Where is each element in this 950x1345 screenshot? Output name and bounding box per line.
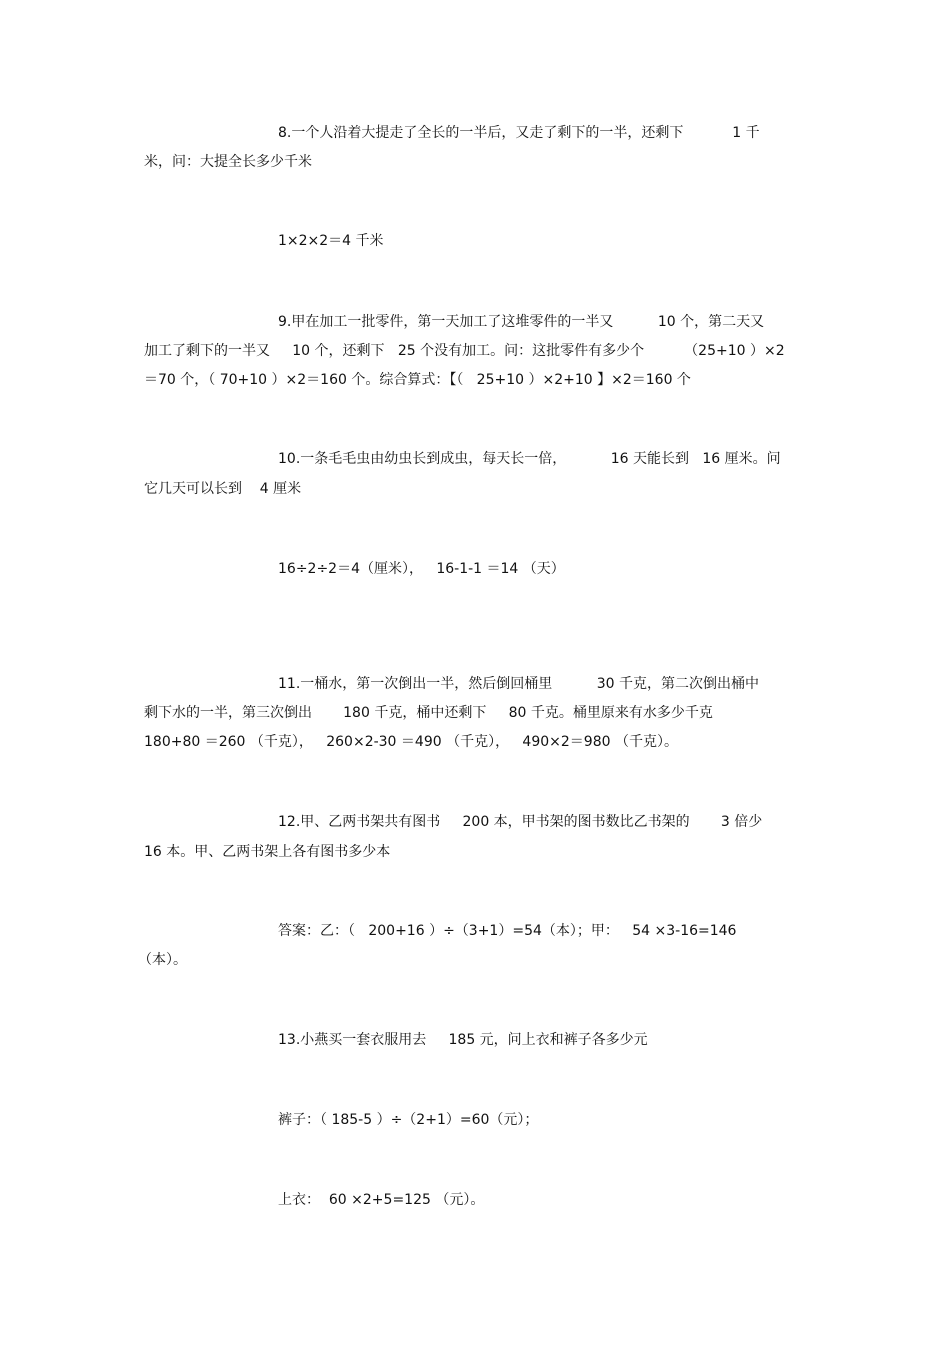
problem-8-line-2: 米，问：大提全长多少千米 — [144, 154, 312, 170]
problem-13-solution-line-1: 裤子：（ 185-5 ）÷（2+1）=60（元）； — [278, 1112, 539, 1128]
problem-11-line-1: 11.一桶水，第一次倒出一半，然后倒回桶里 30 千克，第二次倒出桶中 — [278, 676, 760, 692]
problem-12-line-2: 16 本。甲、乙两书架上各有图书多少本 — [144, 844, 391, 860]
problem-11-line-3: 180+80 ＝260 （千克）， 260×2-30 ＝490 （千克）， 490×2＝980 （千克）。 — [144, 734, 678, 750]
problem-10-line-1: 10.一条毛毛虫由幼虫长到成虫，每天长一倍， 16 天能长到 16 厘米。问 — [278, 451, 781, 467]
problem-9-line-1: 9.甲在加工一批零件，第一天加工了这堆零件的一半又 10 个，第二天又 — [278, 314, 765, 330]
problem-12-solution-line-2: （本）。 — [138, 952, 187, 968]
problem-10-line-2: 它几天可以长到 4 厘米 — [144, 481, 302, 497]
problem-13-solution-line-2: 上衣： 60 ×2+5=125 （元）。 — [278, 1192, 485, 1208]
problem-8-solution: 1×2×2＝4 千米 — [278, 233, 384, 249]
problem-10-solution: 16÷2÷2＝4（厘米）， 16-1-1 ＝14 （天） — [278, 561, 565, 577]
problem-8-line-1: 8.一个人沿着大提走了全长的一半后，又走了剩下的一半，还剩下 1 千 — [278, 125, 760, 141]
problem-9-line-3: ＝70 个，（ 70+10 ）×2＝160 个。综合算式：【（ 25+10 ）×2+10 】×2＝160 个 — [144, 372, 691, 388]
problem-13-line-1: 13.小燕买一套衣服用去 185 元，问上衣和裤子各多少元 — [278, 1032, 648, 1048]
problem-12-solution-line-1: 答案：乙：（ 200+16 ）÷（3+1）=54（本）；甲： 54 ×3-16=146 — [278, 923, 737, 939]
problem-12-line-1: 12.甲、乙两书架共有图书 200 本，甲书架的图书数比乙书架的 3 倍少 — [278, 814, 763, 830]
problem-9-line-2: 加工了剩下的一半又 10 个，还剩下 25 个没有加工。问：这批零件有多少个 （25+10 ）×2 — [144, 343, 785, 359]
problem-11-line-2: 剩下水的一半，第三次倒出 180 千克，桶中还剩下 80 千克。桶里原来有水多少千克 — [144, 705, 713, 721]
